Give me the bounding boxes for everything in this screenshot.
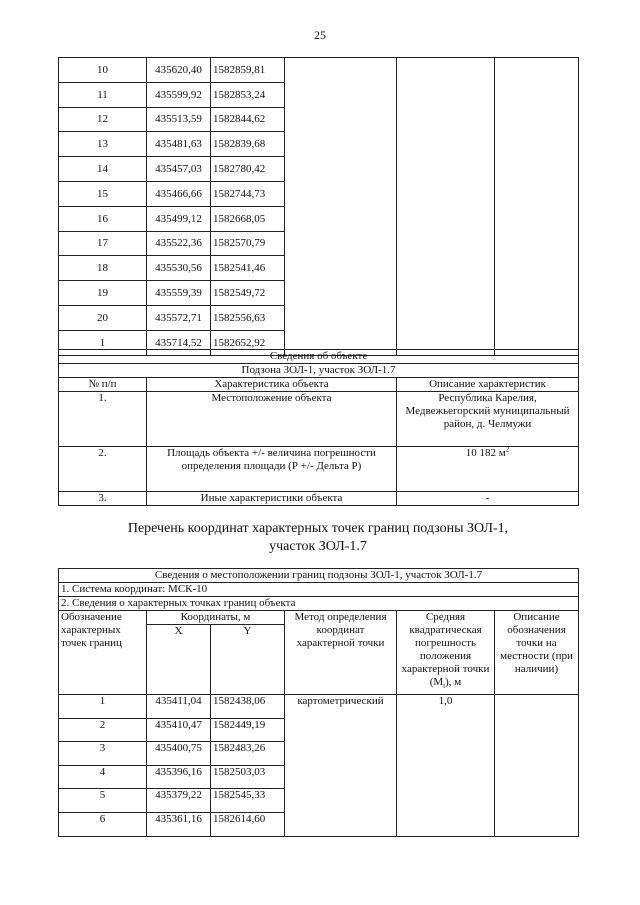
header-characteristic: Характеристика объекта	[147, 378, 397, 392]
coordinate-x: 435410,47	[147, 718, 211, 742]
empty-cell	[495, 132, 579, 157]
point-number: 5	[59, 789, 147, 813]
empty-cell	[495, 742, 579, 766]
coordinate-system: 1. Система координат: МСК-10	[59, 583, 579, 597]
empty-cell	[397, 157, 495, 182]
coordinate-y: 1582668,05	[211, 206, 285, 231]
coordinate-x: 435714,52	[147, 330, 211, 355]
empty-cell	[397, 181, 495, 206]
header-method: Метод определения координат характерной точки	[285, 611, 397, 695]
coordinate-x: 435361,16	[147, 812, 211, 836]
header-error: Средняя квадратическая погрешность положения характерной точки $(M_t)$, м	[397, 611, 495, 695]
row-description	[397, 447, 579, 492]
point-number: 6	[59, 812, 147, 836]
coordinate-y: 1582483,26	[211, 742, 285, 766]
coordinate-y: 1582614,60	[211, 812, 285, 836]
boundary-point-row	[59, 765, 579, 789]
empty-cell	[495, 181, 579, 206]
coordinate-y: 1582449,19	[211, 718, 285, 742]
boundary-point-row	[59, 789, 579, 813]
point-number: 2	[59, 718, 147, 742]
point-number: 14	[59, 157, 147, 182]
point-number: 4	[59, 765, 147, 789]
coordinate-row	[59, 181, 579, 206]
boundary-points-table	[58, 568, 579, 837]
empty-cell	[397, 765, 495, 789]
method-value: картометрический	[285, 695, 397, 719]
row-description: Республика Карелия, Медвежьегорский муниципальный район, д. Челмужи	[397, 392, 579, 447]
empty-cell	[495, 58, 579, 83]
coordinate-x: 435620,40	[147, 58, 211, 83]
row-number: 1.	[59, 392, 147, 447]
empty-cell	[495, 281, 579, 306]
coordinate-x: 435400,75	[147, 742, 211, 766]
empty-cell	[397, 742, 495, 766]
empty-cell	[285, 206, 397, 231]
coordinate-row	[59, 256, 579, 281]
empty-cell	[285, 58, 397, 83]
header-point-description: Описание обозначения точки на местности (при наличии)	[495, 611, 579, 695]
point-number: 19	[59, 281, 147, 306]
coordinate-x: 435599,92	[147, 82, 211, 107]
empty-cell	[397, 718, 495, 742]
page-number: 25	[314, 28, 326, 42]
point-number: 15	[59, 181, 147, 206]
empty-cell	[397, 305, 495, 330]
empty-cell	[397, 82, 495, 107]
coordinate-x: 435499,12	[147, 206, 211, 231]
coordinate-x: 435481,63	[147, 132, 211, 157]
empty-cell	[495, 231, 579, 256]
coordinate-y: 1582438,06	[211, 695, 285, 719]
empty-cell	[285, 256, 397, 281]
coordinate-x: 435572,71	[147, 305, 211, 330]
area-unit-exponent: 2	[505, 446, 510, 454]
point-number: 3	[59, 742, 147, 766]
empty-cell	[495, 812, 579, 836]
empty-cell	[285, 789, 397, 813]
coordinate-x: 435396,16	[147, 765, 211, 789]
empty-cell	[285, 718, 397, 742]
empty-cell	[285, 181, 397, 206]
coordinate-y: 1582652,92	[211, 330, 285, 355]
coordinate-x: 435522,36	[147, 231, 211, 256]
point-number: 20	[59, 305, 147, 330]
empty-cell	[285, 281, 397, 306]
point-number: 18	[59, 256, 147, 281]
coordinate-y: 1582859,81	[211, 58, 285, 83]
coordinate-x: 435379,22	[147, 789, 211, 813]
boundary-point-row	[59, 812, 579, 836]
empty-cell	[285, 107, 397, 132]
coordinate-row	[59, 281, 579, 306]
empty-cell	[495, 765, 579, 789]
points-section-title: 2. Сведения о характерных точках границ объекта	[59, 597, 579, 611]
coordinate-x: 435411,04	[147, 695, 211, 719]
point-number: 10	[59, 58, 147, 83]
coordinate-y: 1582556,63	[211, 305, 285, 330]
point-number: 17	[59, 231, 147, 256]
point-number: 1	[59, 695, 147, 719]
coordinate-row	[59, 82, 579, 107]
coordinate-x: 435466,66	[147, 181, 211, 206]
area-value: 10 182 м	[465, 447, 506, 459]
coordinate-y: 1582853,24	[211, 82, 285, 107]
empty-cell	[285, 765, 397, 789]
empty-cell	[495, 107, 579, 132]
empty-cell	[285, 132, 397, 157]
coordinate-y: 1582545,33	[211, 789, 285, 813]
coordinate-row	[59, 231, 579, 256]
empty-cell	[495, 206, 579, 231]
row-characteristic: Иные характеристики объекта	[147, 492, 397, 506]
coordinates-table-continuation	[58, 57, 579, 356]
coordinate-row	[59, 206, 579, 231]
empty-cell	[397, 206, 495, 231]
coordinate-y: 1582549,72	[211, 281, 285, 306]
empty-cell	[285, 157, 397, 182]
empty-cell	[397, 812, 495, 836]
coordinate-y: 1582570,79	[211, 231, 285, 256]
empty-cell	[285, 305, 397, 330]
point-number: 1	[59, 330, 147, 355]
point-number: 16	[59, 206, 147, 231]
empty-cell	[495, 305, 579, 330]
empty-cell	[397, 789, 495, 813]
header-y: Y	[211, 625, 285, 695]
empty-cell	[397, 132, 495, 157]
coordinate-row	[59, 58, 579, 83]
object-info-title: Сведения об объекте	[59, 350, 579, 364]
coordinate-y: 1582839,68	[211, 132, 285, 157]
error-value: 1,0	[397, 695, 495, 719]
coordinate-row	[59, 305, 579, 330]
row-number: 2.	[59, 447, 147, 492]
object-info-table	[58, 349, 579, 506]
coordinate-y: 1582503,03	[211, 765, 285, 789]
header-designation: Обозначение характерных точек границ	[59, 611, 147, 695]
empty-cell	[495, 718, 579, 742]
coordinate-x: 435559,39	[147, 281, 211, 306]
empty-cell	[397, 281, 495, 306]
boundary-point-row	[59, 695, 579, 719]
empty-cell	[285, 231, 397, 256]
row-characteristic: Местоположение объекта	[147, 392, 397, 447]
coordinate-row	[59, 132, 579, 157]
coordinate-y: 1582744,73	[211, 181, 285, 206]
coordinate-row	[59, 157, 579, 182]
empty-cell	[397, 256, 495, 281]
header-coordinates: Координаты, м	[147, 611, 285, 625]
row-characteristic: Площадь объекта +/- величина погрешности определения площади (Р +/- Дельта Р)	[147, 447, 397, 492]
coordinate-y: 1582780,42	[211, 157, 285, 182]
point-number: 12	[59, 107, 147, 132]
empty-cell	[397, 58, 495, 83]
empty-cell	[285, 812, 397, 836]
empty-cell	[495, 789, 579, 813]
empty-cell	[285, 742, 397, 766]
boundary-point-row	[59, 742, 579, 766]
object-info-subtitle: Подзона ЗОЛ-1, участок ЗОЛ-1.7	[59, 364, 579, 378]
coordinate-y: 1582541,46	[211, 256, 285, 281]
point-number: 11	[59, 82, 147, 107]
coordinate-x: 435530,56	[147, 256, 211, 281]
header-x: X	[147, 625, 211, 695]
empty-cell	[495, 695, 579, 719]
section-heading-line2: участок ЗОЛ-1.7	[269, 539, 367, 554]
boundary-table-title: Сведения о местоположении границ подзоны ЗОЛ-1, участок ЗОЛ-1.7	[59, 569, 579, 583]
coordinate-row	[59, 107, 579, 132]
empty-cell	[495, 82, 579, 107]
header-description: Описание характеристик	[397, 378, 579, 392]
header-number: № п/п	[59, 378, 147, 392]
empty-cell	[397, 107, 495, 132]
section-heading-line1: Перечень координат характерных точек границ подзоны ЗОЛ-1,	[127, 521, 509, 536]
point-number: 13	[59, 132, 147, 157]
row-number: 3.	[59, 492, 147, 506]
empty-cell	[495, 157, 579, 182]
empty-cell	[397, 231, 495, 256]
coordinate-y: 1582844,62	[211, 107, 285, 132]
coordinate-x: 435513,59	[147, 107, 211, 132]
boundary-point-row	[59, 718, 579, 742]
section-heading	[58, 520, 578, 556]
coordinate-x: 435457,03	[147, 157, 211, 182]
empty-cell	[285, 82, 397, 107]
row-description: -	[397, 492, 579, 506]
empty-cell	[495, 256, 579, 281]
